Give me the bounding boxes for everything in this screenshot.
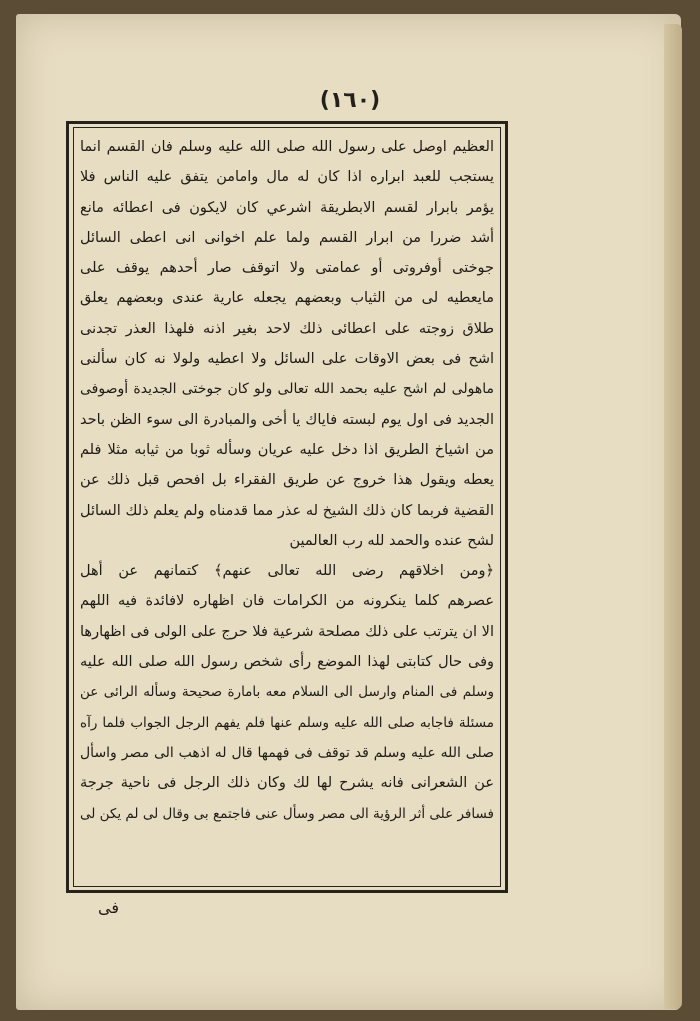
text-line: أشد ضررا من ابرار القسم ولما علم اخوانى انى اعطى السائل bbox=[80, 229, 494, 246]
text-line: يؤمر بابرار لقسم الابطريقة اشرعي كان لايكون فى اعطائه مانع bbox=[80, 199, 494, 216]
text-line: اشح فى بعض الاوقات على السائل ولا اعطيه ولولا نه كان سألنى bbox=[80, 351, 494, 368]
text-line: طلاق زوجته على اعطائى ذلك لاحد بغير اذنه فلهذا العذر تجدنى bbox=[80, 320, 494, 337]
text-line: ماهولى لم اشح عليه بحمد الله تعالى ولو كان جوختى الجديدة أوصوفى bbox=[80, 381, 494, 398]
text-line: صلى الله عليه وسلم قد توقف فى فهمها قال له اذهب الى مصر واسأل bbox=[80, 744, 494, 761]
page-number: (١٦٠) bbox=[319, 88, 381, 113]
text-line: العظيم اوصل على رسول الله صلى الله عليه وسلم فان القسم انما bbox=[80, 139, 494, 155]
text-line: وسلم فى المنام وارسل الى السلام معه بامارة صحيحة وسأله الرائى عن bbox=[80, 684, 494, 701]
text-line: يستجب للعبد ابراره اذا كان له مال وامامن يتفق عليه الناس فلا bbox=[80, 169, 494, 186]
text-line: مايعطيه لى من الثياب وبعضهم يجعله عارية عندى وبعضهم يعلق bbox=[80, 290, 494, 307]
page-edge bbox=[664, 24, 682, 1009]
text-line: ﴿ومن اخلاقهم رضى الله تعالى عنهم﴾ كتمانهم عن أهل bbox=[80, 563, 494, 580]
text-line: وفى حال كتابتى لهذا الموضع رأى شخص رسول الله صلى الله عليه bbox=[80, 654, 494, 671]
text-line: جوختى أوفروتى أو عمامتى ولا اتوقف صار أحدهم يوقف على bbox=[80, 260, 494, 277]
text-line: يعطه ويقول هذا خروج عن طريق الفقراء بل افحص قبل ذلك عن bbox=[80, 472, 494, 489]
text-line: الجديد فى اول يوم لبسته فاياك يا أخى والمبادرة الى سوء الظن باحد bbox=[80, 411, 494, 428]
text-line: مسئلة فاجابه صلى الله عليه وسلم عنها فلم يفهم الرجل الجواب فلما رآه bbox=[80, 714, 494, 731]
text-line: القضية فربما كان ذلك الشيخ له عذر مما قدمناه ولم يعلم ذلك السائل bbox=[80, 502, 494, 519]
text-line: الا ان يترتب على ذلك مصلحة شرعية فلا حرج على الولى فى اظهارها bbox=[80, 623, 494, 640]
text-line: عصرهم كلما ينكرونه من الكرامات فان اظهاره لافائدة فيه اللهم bbox=[80, 593, 494, 610]
catchword: فى bbox=[98, 898, 119, 917]
text-line: من اشياخ الطريق اذا دخل عليه عريان وسأله ثوبا من ثيابه مثلا فلم bbox=[80, 441, 494, 458]
text-line: عن الشعرانى فانه يشرح لها لك وكان ذلك الرجل فى ناحية جرجة bbox=[80, 775, 494, 792]
body-text bbox=[80, 132, 494, 829]
text-line: فسافر على أثر الرؤية الى مصر وسأل عنى فاجتمع بى وقال لى لم يكن لى bbox=[80, 805, 494, 822]
text-line: لشح عنده والحمد لله رب العالمين bbox=[289, 532, 494, 549]
